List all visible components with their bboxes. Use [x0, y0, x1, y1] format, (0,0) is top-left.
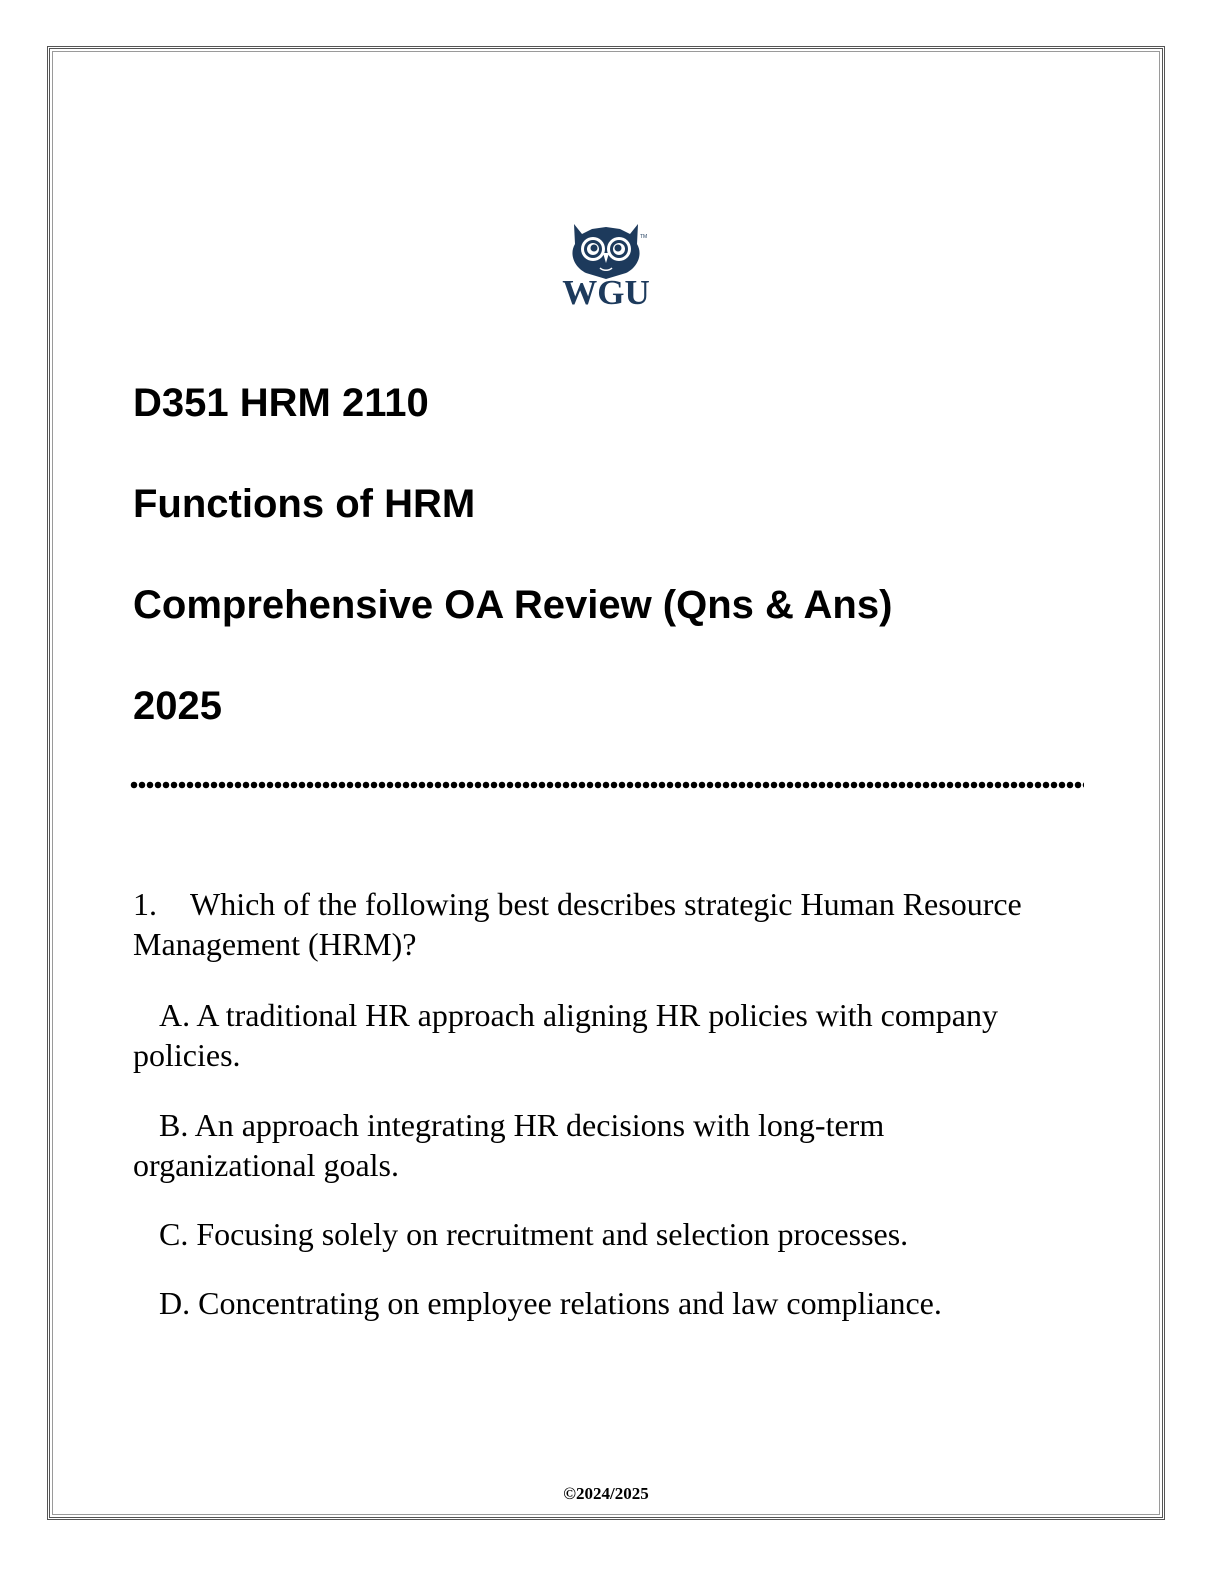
course-code: D351 HRM 2110 — [133, 381, 429, 425]
document-subtitle: Comprehensive OA Review (Qns & Ans) — [133, 583, 893, 627]
wgu-logo — [554, 222, 658, 308]
question-number: 1. — [133, 886, 157, 922]
question-text: Which of the following best describes strategic Human Resource Management (HRM)? — [133, 886, 1022, 962]
document-year: 2025 — [133, 684, 222, 728]
owl-icon — [554, 222, 658, 308]
copyright-footer: ©2024/2025 — [563, 1484, 649, 1503]
question-1 — [133, 884, 1033, 964]
dotted-divider — [130, 781, 1084, 789]
answer-option-d: D. Concentrating on employee relations and law compliance. — [159, 1285, 942, 1321]
course-title: Functions of HRM — [133, 482, 476, 526]
answer-option-c: C. Focusing solely on recruitment and selection processes. — [159, 1216, 909, 1252]
answer-option-a: A. A traditional HR approach aligning HR policies with company policies. — [133, 997, 998, 1073]
wgu-logo-text: WGU — [562, 273, 650, 308]
svg-text:TM: TM — [640, 234, 648, 240]
answer-option-b: B. An approach integrating HR decisions with long-term organizational goals. — [133, 1107, 885, 1183]
